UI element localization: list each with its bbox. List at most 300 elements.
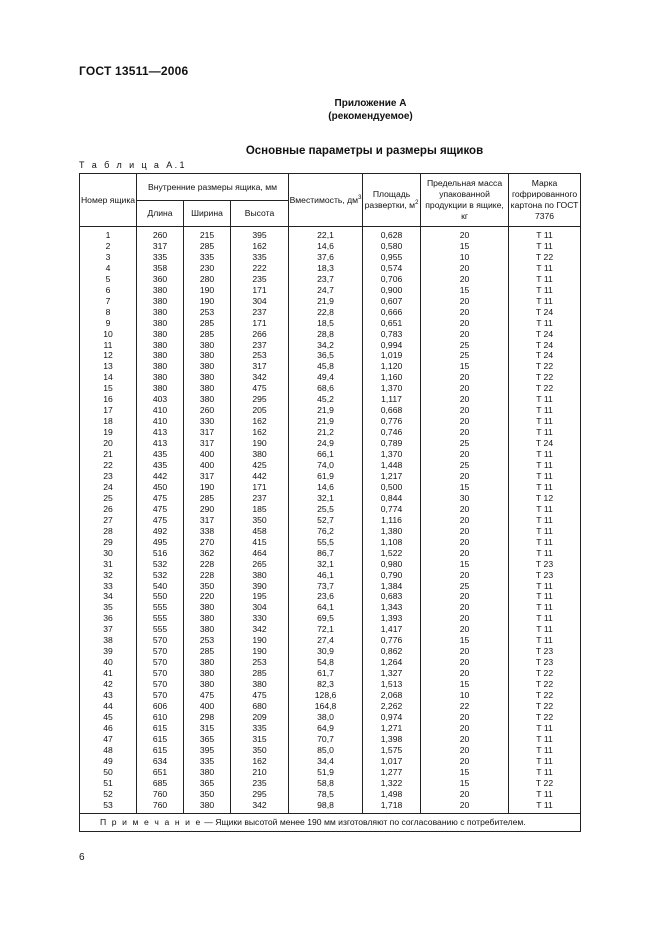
cell-width: 350 xyxy=(184,581,231,592)
cell-scan-area: 0,955 xyxy=(363,252,421,263)
cell-capacity: 45,8 xyxy=(289,361,363,372)
cell-number: 52 xyxy=(80,789,137,800)
cell-length: 570 xyxy=(137,657,184,668)
cell-height: 458 xyxy=(231,526,289,537)
cell-length: 555 xyxy=(137,602,184,613)
cell-width: 395 xyxy=(184,745,231,756)
cell-scan-area: 0,776 xyxy=(363,416,421,427)
cell-max-mass: 20 xyxy=(421,383,509,394)
cell-length: 760 xyxy=(137,789,184,800)
table-row xyxy=(80,296,581,307)
cell-height: 315 xyxy=(231,734,289,745)
cell-grade: Т 22 xyxy=(509,679,581,690)
table-row xyxy=(80,756,581,767)
cell-number: 24 xyxy=(80,482,137,493)
table-row xyxy=(80,427,581,438)
cell-width: 290 xyxy=(184,504,231,515)
cell-height: 295 xyxy=(231,789,289,800)
table-row xyxy=(80,438,581,449)
cell-height: 350 xyxy=(231,515,289,526)
cell-capacity: 54,8 xyxy=(289,657,363,668)
cell-max-mass: 22 xyxy=(421,701,509,712)
cell-capacity: 128,6 xyxy=(289,690,363,701)
cell-max-mass: 25 xyxy=(421,581,509,592)
cell-length: 540 xyxy=(137,581,184,592)
cell-grade: Т 11 xyxy=(509,394,581,405)
cell-grade: Т 24 xyxy=(509,350,581,361)
cell-length: 380 xyxy=(137,350,184,361)
cell-grade: Т 11 xyxy=(509,756,581,767)
cell-max-mass: 20 xyxy=(421,526,509,537)
table-row xyxy=(80,252,581,263)
cell-capacity: 49,4 xyxy=(289,372,363,383)
cell-grade: Т 11 xyxy=(509,537,581,548)
cell-length: 413 xyxy=(137,438,184,449)
cell-width: 380 xyxy=(184,767,231,778)
cell-scan-area: 0,994 xyxy=(363,340,421,351)
cell-capacity: 38,0 xyxy=(289,712,363,723)
table-row xyxy=(80,690,581,701)
table-row xyxy=(80,591,581,602)
cell-width: 190 xyxy=(184,296,231,307)
cell-height: 295 xyxy=(231,394,289,405)
cell-number: 38 xyxy=(80,635,137,646)
cell-number: 27 xyxy=(80,515,137,526)
cell-scan-area: 1,117 xyxy=(363,394,421,405)
cell-width: 380 xyxy=(184,613,231,624)
table-row xyxy=(80,307,581,318)
parameters-table xyxy=(79,173,581,832)
cell-grade: Т 22 xyxy=(509,361,581,372)
cell-height: 171 xyxy=(231,482,289,493)
table-row xyxy=(80,372,581,383)
table-row xyxy=(80,767,581,778)
cell-width: 350 xyxy=(184,789,231,800)
cell-number: 30 xyxy=(80,548,137,559)
cell-width: 280 xyxy=(184,274,231,285)
cell-scan-area: 1,120 xyxy=(363,361,421,372)
cell-scan-area: 1,116 xyxy=(363,515,421,526)
cell-number: 39 xyxy=(80,646,137,657)
table-row xyxy=(80,559,581,570)
table-row xyxy=(80,800,581,813)
cell-scan-area: 1,498 xyxy=(363,789,421,800)
cell-height: 342 xyxy=(231,800,289,813)
cell-capacity: 98,8 xyxy=(289,800,363,813)
cell-grade: Т 11 xyxy=(509,227,581,241)
document-code: ГОСТ 13511—2006 xyxy=(79,64,189,78)
cell-length: 475 xyxy=(137,504,184,515)
cell-scan-area: 0,862 xyxy=(363,646,421,657)
cell-grade: Т 11 xyxy=(509,504,581,515)
cell-height: 317 xyxy=(231,361,289,372)
cell-max-mass: 20 xyxy=(421,602,509,613)
cell-number: 36 xyxy=(80,613,137,624)
cell-grade: Т 11 xyxy=(509,613,581,624)
cell-max-mass: 20 xyxy=(421,570,509,581)
cell-width: 228 xyxy=(184,559,231,570)
cell-number: 26 xyxy=(80,504,137,515)
cell-scan-area: 0,790 xyxy=(363,570,421,581)
cell-height: 171 xyxy=(231,318,289,329)
cell-length: 570 xyxy=(137,646,184,657)
cell-scan-area: 1,217 xyxy=(363,471,421,482)
cell-max-mass: 20 xyxy=(421,548,509,559)
cell-capacity: 69,5 xyxy=(289,613,363,624)
cell-length: 360 xyxy=(137,274,184,285)
cell-capacity: 61,9 xyxy=(289,471,363,482)
cell-number: 16 xyxy=(80,394,137,405)
cell-grade: Т 11 xyxy=(509,602,581,613)
cell-number: 49 xyxy=(80,756,137,767)
cell-max-mass: 20 xyxy=(421,668,509,679)
header-inner-dims: Внутренние размеры ящика, мм xyxy=(137,174,289,201)
cell-capacity: 22,1 xyxy=(289,227,363,241)
cell-width: 285 xyxy=(184,646,231,657)
cell-grade: Т 11 xyxy=(509,296,581,307)
cell-width: 365 xyxy=(184,734,231,745)
cell-grade: Т 12 xyxy=(509,493,581,504)
cell-length: 615 xyxy=(137,723,184,734)
cell-number: 25 xyxy=(80,493,137,504)
cell-scan-area: 1,327 xyxy=(363,668,421,679)
cell-capacity: 58,8 xyxy=(289,778,363,789)
table-row xyxy=(80,723,581,734)
cell-max-mass: 15 xyxy=(421,361,509,372)
cell-width: 298 xyxy=(184,712,231,723)
table-row xyxy=(80,646,581,657)
cell-length: 380 xyxy=(137,307,184,318)
cell-length: 532 xyxy=(137,570,184,581)
cell-grade: Т 22 xyxy=(509,668,581,679)
table-row xyxy=(80,624,581,635)
cell-height: 162 xyxy=(231,416,289,427)
cell-grade: Т 23 xyxy=(509,570,581,581)
cell-grade: Т 22 xyxy=(509,252,581,263)
cell-max-mass: 20 xyxy=(421,318,509,329)
cell-grade: Т 11 xyxy=(509,427,581,438)
cell-number: 51 xyxy=(80,778,137,789)
cell-capacity: 30,9 xyxy=(289,646,363,657)
cell-height: 335 xyxy=(231,252,289,263)
cell-grade: Т 11 xyxy=(509,767,581,778)
cell-capacity: 14,6 xyxy=(289,241,363,252)
table-row xyxy=(80,493,581,504)
cell-number: 15 xyxy=(80,383,137,394)
cell-width: 380 xyxy=(184,668,231,679)
cell-capacity: 24,7 xyxy=(289,285,363,296)
cell-width: 317 xyxy=(184,515,231,526)
cell-grade: Т 11 xyxy=(509,723,581,734)
cell-width: 335 xyxy=(184,756,231,767)
table-caption: Т а б л и ц а А.1 xyxy=(79,160,187,170)
cell-length: 550 xyxy=(137,591,184,602)
cell-max-mass: 15 xyxy=(421,635,509,646)
cell-max-mass: 20 xyxy=(421,416,509,427)
cell-width: 400 xyxy=(184,449,231,460)
cell-max-mass: 15 xyxy=(421,482,509,493)
cell-length: 442 xyxy=(137,471,184,482)
cell-max-mass: 20 xyxy=(421,405,509,416)
cell-grade: Т 24 xyxy=(509,307,581,318)
cell-max-mass: 20 xyxy=(421,613,509,624)
cell-number: 5 xyxy=(80,274,137,285)
cell-grade: Т 24 xyxy=(509,329,581,340)
table-row xyxy=(80,602,581,613)
cell-capacity: 23,6 xyxy=(289,591,363,602)
cell-max-mass: 15 xyxy=(421,767,509,778)
cell-height: 304 xyxy=(231,296,289,307)
cell-length: 606 xyxy=(137,701,184,712)
header-scan-area: Площадь развертки, $м^2$ xyxy=(363,174,421,227)
cell-height: 415 xyxy=(231,537,289,548)
cell-number: 35 xyxy=(80,602,137,613)
cell-capacity: 78,5 xyxy=(289,789,363,800)
header-capacity: Вместимость, $дм^3$ xyxy=(289,174,363,227)
cell-length: 435 xyxy=(137,460,184,471)
cell-capacity: 64,9 xyxy=(289,723,363,734)
cell-capacity: 21,2 xyxy=(289,427,363,438)
cell-width: 380 xyxy=(184,624,231,635)
cell-capacity: 32,1 xyxy=(289,493,363,504)
cell-max-mass: 15 xyxy=(421,778,509,789)
cell-scan-area: 0,651 xyxy=(363,318,421,329)
cell-max-mass: 20 xyxy=(421,657,509,668)
table-row xyxy=(80,460,581,471)
cell-width: 380 xyxy=(184,394,231,405)
cell-max-mass: 20 xyxy=(421,471,509,482)
appendix-heading xyxy=(0,97,661,123)
cell-scan-area: 0,500 xyxy=(363,482,421,493)
cell-scan-area: 1,277 xyxy=(363,767,421,778)
cell-number: 18 xyxy=(80,416,137,427)
cell-scan-area: 1,017 xyxy=(363,756,421,767)
table-row xyxy=(80,274,581,285)
cell-height: 237 xyxy=(231,307,289,318)
cell-capacity: 14,6 xyxy=(289,482,363,493)
cell-number: 42 xyxy=(80,679,137,690)
cell-length: 760 xyxy=(137,800,184,813)
cell-capacity: 34,4 xyxy=(289,756,363,767)
cell-capacity: 45,2 xyxy=(289,394,363,405)
table-row xyxy=(80,613,581,624)
cell-scan-area: 0,706 xyxy=(363,274,421,285)
cell-number: 40 xyxy=(80,657,137,668)
cell-scan-area: 0,789 xyxy=(363,438,421,449)
cell-grade: Т 11 xyxy=(509,405,581,416)
cell-max-mass: 20 xyxy=(421,756,509,767)
cell-grade: Т 11 xyxy=(509,263,581,274)
cell-capacity: 21,9 xyxy=(289,296,363,307)
cell-length: 380 xyxy=(137,361,184,372)
cell-width: 475 xyxy=(184,690,231,701)
cell-number: 12 xyxy=(80,350,137,361)
cell-grade: Т 22 xyxy=(509,690,581,701)
cell-max-mass: 30 xyxy=(421,493,509,504)
cell-number: 4 xyxy=(80,263,137,274)
cell-scan-area: 0,980 xyxy=(363,559,421,570)
cell-height: 265 xyxy=(231,559,289,570)
cell-grade: Т 24 xyxy=(509,340,581,351)
cell-scan-area: 2,262 xyxy=(363,701,421,712)
cell-length: 555 xyxy=(137,613,184,624)
cell-number: 47 xyxy=(80,734,137,745)
table-row xyxy=(80,635,581,646)
cell-width: 220 xyxy=(184,591,231,602)
cell-capacity: 23,7 xyxy=(289,274,363,285)
cell-scan-area: 0,900 xyxy=(363,285,421,296)
appendix-title: Приложение А xyxy=(334,98,407,109)
cell-capacity: 24,9 xyxy=(289,438,363,449)
cell-grade: Т 11 xyxy=(509,460,581,471)
cell-length: 651 xyxy=(137,767,184,778)
cell-grade: Т 11 xyxy=(509,624,581,635)
cell-grade: Т 11 xyxy=(509,318,581,329)
cell-width: 380 xyxy=(184,361,231,372)
cell-number: 22 xyxy=(80,460,137,471)
section-title: Основные параметры и размеры ящиков xyxy=(245,145,484,157)
page-number: 6 xyxy=(79,852,85,863)
cell-capacity: 32,1 xyxy=(289,559,363,570)
cell-capacity: 86,7 xyxy=(289,548,363,559)
cell-width: 380 xyxy=(184,372,231,383)
cell-length: 260 xyxy=(137,227,184,241)
cell-scan-area: 1,575 xyxy=(363,745,421,756)
cell-grade: Т 11 xyxy=(509,745,581,756)
cell-height: 425 xyxy=(231,460,289,471)
cell-length: 532 xyxy=(137,559,184,570)
cell-capacity: 25,5 xyxy=(289,504,363,515)
cell-number: 2 xyxy=(80,241,137,252)
cell-scan-area: 0,580 xyxy=(363,241,421,252)
cell-height: 335 xyxy=(231,723,289,734)
cell-height: 253 xyxy=(231,350,289,361)
cell-scan-area: 1,160 xyxy=(363,372,421,383)
cell-number: 37 xyxy=(80,624,137,635)
cell-width: 317 xyxy=(184,427,231,438)
cell-capacity: 61,7 xyxy=(289,668,363,679)
table-row xyxy=(80,789,581,800)
cell-width: 338 xyxy=(184,526,231,537)
cell-max-mass: 20 xyxy=(421,745,509,756)
cell-capacity: 21,9 xyxy=(289,405,363,416)
cell-capacity: 51,9 xyxy=(289,767,363,778)
cell-height: 442 xyxy=(231,471,289,482)
cell-number: 46 xyxy=(80,723,137,734)
cell-height: 210 xyxy=(231,767,289,778)
cell-grade: Т 11 xyxy=(509,274,581,285)
table-row xyxy=(80,515,581,526)
cell-scan-area: 0,974 xyxy=(363,712,421,723)
cell-height: 342 xyxy=(231,624,289,635)
table-row xyxy=(80,449,581,460)
cell-width: 253 xyxy=(184,307,231,318)
cell-scan-area: 0,574 xyxy=(363,263,421,274)
table-row xyxy=(80,778,581,789)
cell-max-mass: 10 xyxy=(421,690,509,701)
cell-length: 413 xyxy=(137,427,184,438)
cell-height: 475 xyxy=(231,690,289,701)
cell-capacity: 72,1 xyxy=(289,624,363,635)
table-row xyxy=(80,581,581,592)
cell-height: 235 xyxy=(231,778,289,789)
cell-height: 237 xyxy=(231,340,289,351)
cell-grade: Т 11 xyxy=(509,515,581,526)
cell-width: 400 xyxy=(184,701,231,712)
table-row xyxy=(80,657,581,668)
cell-scan-area: 0,683 xyxy=(363,591,421,602)
cell-max-mass: 20 xyxy=(421,624,509,635)
table-row xyxy=(80,340,581,351)
cell-width: 285 xyxy=(184,318,231,329)
cell-number: 33 xyxy=(80,581,137,592)
cell-grade: Т 11 xyxy=(509,471,581,482)
cell-grade: Т 11 xyxy=(509,548,581,559)
table-row xyxy=(80,361,581,372)
cell-grade: Т 22 xyxy=(509,701,581,712)
cell-length: 495 xyxy=(137,537,184,548)
cell-grade: Т 11 xyxy=(509,734,581,745)
cell-width: 380 xyxy=(184,350,231,361)
cell-scan-area: 1,322 xyxy=(363,778,421,789)
cell-scan-area: 1,384 xyxy=(363,581,421,592)
cell-scan-area: 1,398 xyxy=(363,734,421,745)
cell-length: 685 xyxy=(137,778,184,789)
cell-number: 28 xyxy=(80,526,137,537)
table-row xyxy=(80,482,581,493)
cell-capacity: 164,8 xyxy=(289,701,363,712)
note-text: — Ящики высотой менее 190 мм изготовляют по согласованию с потребителем. xyxy=(201,816,526,827)
cell-length: 615 xyxy=(137,734,184,745)
cell-number: 3 xyxy=(80,252,137,263)
cell-length: 516 xyxy=(137,548,184,559)
note-label: П р и м е ч а н и е xyxy=(100,816,202,827)
cell-length: 380 xyxy=(137,329,184,340)
cell-length: 570 xyxy=(137,690,184,701)
table-row xyxy=(80,712,581,723)
cell-scan-area: 1,019 xyxy=(363,350,421,361)
cell-height: 304 xyxy=(231,602,289,613)
cell-number: 17 xyxy=(80,405,137,416)
table-row xyxy=(80,548,581,559)
table-row xyxy=(80,537,581,548)
table-row xyxy=(80,285,581,296)
cell-capacity: 55,5 xyxy=(289,537,363,548)
cell-length: 555 xyxy=(137,624,184,635)
section-title-wrap xyxy=(0,145,661,157)
cell-max-mass: 20 xyxy=(421,712,509,723)
cell-max-mass: 15 xyxy=(421,285,509,296)
cell-grade: Т 11 xyxy=(509,591,581,602)
cell-number: 19 xyxy=(80,427,137,438)
cell-height: 680 xyxy=(231,701,289,712)
cell-max-mass: 20 xyxy=(421,307,509,318)
header-number: Номер ящика xyxy=(80,174,137,227)
table-note xyxy=(80,813,581,831)
cell-length: 317 xyxy=(137,241,184,252)
cell-max-mass: 20 xyxy=(421,537,509,548)
table-row xyxy=(80,350,581,361)
cell-height: 253 xyxy=(231,657,289,668)
cell-capacity: 36,5 xyxy=(289,350,363,361)
cell-max-mass: 20 xyxy=(421,723,509,734)
cell-height: 205 xyxy=(231,405,289,416)
cell-grade: Т 24 xyxy=(509,438,581,449)
cell-scan-area: 1,271 xyxy=(363,723,421,734)
cell-width: 380 xyxy=(184,679,231,690)
table-row xyxy=(80,504,581,515)
cell-width: 285 xyxy=(184,329,231,340)
